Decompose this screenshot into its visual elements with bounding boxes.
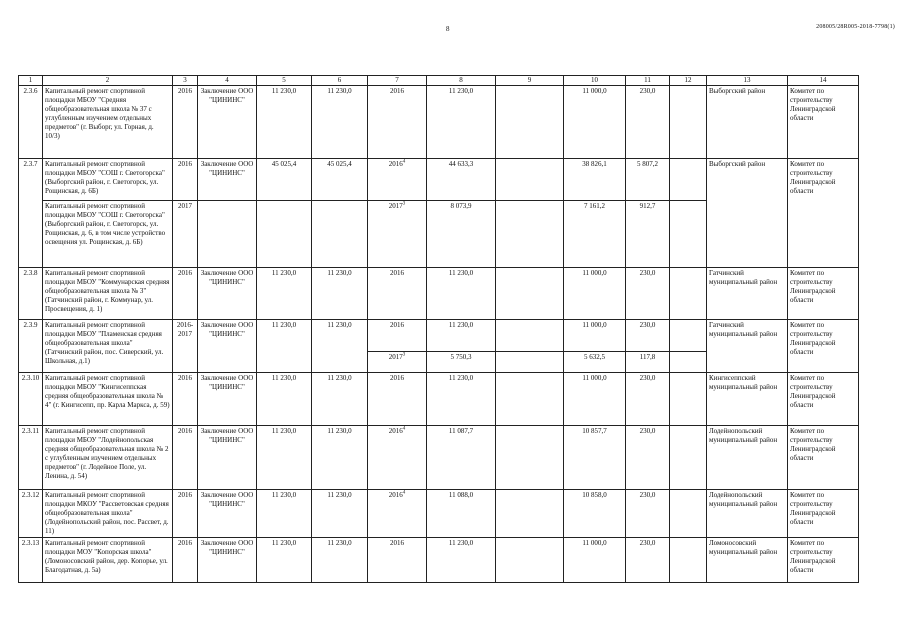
year-value: 2016: [390, 87, 404, 95]
value-sub: [496, 352, 563, 353]
year-value: 2017: [388, 353, 403, 361]
col-10-value: 10 858,0: [564, 490, 626, 538]
year-value: 2016: [388, 491, 403, 499]
table-row: [19, 86, 859, 159]
column-header-12: 12: [670, 76, 707, 86]
column-header-11: 11: [626, 76, 670, 86]
col-5-value: 11 230,0: [257, 490, 312, 538]
col-1-number: 2.3.6: [19, 86, 43, 159]
col-2-object-name: Капитальный ремонт спортивной площадки МБОУ "Лодейнопольская средняя общеобразовательная школа № 2 с углубленным изучением отдельных предметов" (г. Лодейное Поле, ул. Ленина, д. 54): [43, 426, 173, 490]
year-value: 2016: [390, 374, 404, 382]
col-4-expertise: [198, 201, 257, 268]
value-main: [496, 321, 563, 352]
year-value: 2016: [390, 269, 404, 277]
col-4-expertise: Заключение ООО "ЦИНИНС": [198, 538, 257, 583]
col-4-expertise: Заключение ООО "ЦИНИНС": [198, 320, 257, 373]
col-9-value: [496, 201, 564, 268]
footnote-mark: 3: [402, 201, 406, 207]
col-6-value: 11 230,0: [312, 538, 368, 583]
col-8-value: 8 073,9: [427, 201, 496, 268]
col-7-year: [368, 538, 427, 583]
col-6-value: 11 230,0: [312, 86, 368, 159]
col-12-value: [670, 426, 707, 490]
col-11-value: 230,0: [626, 373, 670, 426]
col-6-value: 11 230,0: [312, 426, 368, 490]
column-header-7: 7: [368, 76, 427, 86]
value-sub: [670, 352, 706, 353]
table-row: [19, 538, 859, 583]
col-1-number: 2.3.10: [19, 373, 43, 426]
col-4-expertise: Заключение ООО "ЦИНИНС": [198, 159, 257, 201]
col-6-value: 45 025,4: [312, 159, 368, 201]
col-10-value: [564, 320, 626, 373]
col-3-year: 2016: [173, 490, 198, 538]
col-5-value: 11 230,0: [257, 426, 312, 490]
col-13-municipality: Кингисеппский муниципальный район: [707, 373, 788, 426]
col-10-value: 11 000,0: [564, 538, 626, 583]
col-1-number: 2.3.13: [19, 538, 43, 583]
col-12-value: [670, 373, 707, 426]
col-9-value: [496, 320, 564, 373]
col-8-value: 11 087,7: [427, 426, 496, 490]
document-id: 208005/28R005-2018-7798(1): [816, 24, 895, 30]
col-7-year: [368, 159, 427, 201]
col-7-year: [368, 426, 427, 490]
col-7-year: [368, 201, 427, 268]
col-1-number: 2.3.12: [19, 490, 43, 538]
col-10-value: 11 000,0: [564, 268, 626, 320]
col-6-value: 11 230,0: [312, 268, 368, 320]
value-main: 11 000,0: [564, 321, 625, 352]
footnote-mark: 4: [402, 159, 406, 165]
col-10-value: 38 826,1: [564, 159, 626, 201]
col-4-expertise: Заключение ООО "ЦИНИНС": [198, 86, 257, 159]
col-12-value: [670, 159, 707, 201]
col-13-municipality: Выборгский район: [707, 159, 788, 268]
col-11-value: 230,0: [626, 426, 670, 490]
col-3-year: 2016-2017: [173, 320, 198, 373]
col-4-expertise: Заключение ООО "ЦИНИНС": [198, 426, 257, 490]
col-2-object-name: Капитальный ремонт спортивной площадки МБОУ "СОШ г. Светогорска" (Выборгский район, г. Светогорск, ул. Рощинская, д. 6Б): [43, 159, 173, 201]
col-9-value: [496, 373, 564, 426]
col-1-number: 2.3.7: [19, 159, 43, 268]
col-2-object-name: Капитальный ремонт спортивной площадки МБОУ "Средняя общеобразовательная школа № 37 с углубленным изучением отдельных предметов" (г. Выборг, ул. Горная, д. 10/3): [43, 86, 173, 159]
column-header-9: 9: [496, 76, 564, 86]
col-12-value: [670, 490, 707, 538]
year-value: 2016: [388, 160, 403, 168]
col-13-municipality: Ломоносовский муниципальный район: [707, 538, 788, 583]
col-9-value: [496, 490, 564, 538]
col-8-value: 44 633,3: [427, 159, 496, 201]
col-13-municipality: Гатчинский муниципальный район: [707, 268, 788, 320]
value-main: 11 230,0: [427, 321, 495, 352]
col-9-value: [496, 538, 564, 583]
col-10-value: 7 161,2: [564, 201, 626, 268]
col-10-value: 11 000,0: [564, 373, 626, 426]
col-5-value: 45 025,4: [257, 159, 312, 201]
value-sub: 117,8: [639, 353, 656, 361]
table-row: [19, 320, 859, 373]
col-7-year: [368, 373, 427, 426]
col-1-number: 2.3.11: [19, 426, 43, 490]
col-11-value: 230,0: [626, 538, 670, 583]
column-header-2: 2: [43, 76, 173, 86]
footnote-mark: 4: [402, 490, 406, 496]
col-14-responsible: Комитет по строительству Ленинградской области: [788, 268, 859, 320]
col-4-expertise: Заключение ООО "ЦИНИНС": [198, 490, 257, 538]
col-14-responsible: Комитет по строительству Ленинградской области: [788, 538, 859, 583]
col-14-responsible: Комитет по строительству Ленинградской области: [788, 426, 859, 490]
col-2-object-name: Капитальный ремонт спортивной площадки МБОУ "СОШ г. Светогорска" (Выборгский район, г. Светогорск, ул. Рощинская, д. 6, в том числе устройство освещения ул. Рощинская, д. 6Б): [43, 201, 173, 268]
col-1-number: 2.3.9: [19, 320, 43, 373]
column-header-4: 4: [198, 76, 257, 86]
col-9-value: [496, 426, 564, 490]
column-header-13: 13: [707, 76, 788, 86]
col-6-value: 11 230,0: [312, 490, 368, 538]
col-11-value: 912,7: [626, 201, 670, 268]
col-11-value: 5 807,2: [626, 159, 670, 201]
col-9-value: [496, 159, 564, 201]
table-row: [19, 426, 859, 490]
col-12-value: [670, 538, 707, 583]
col-14-responsible: Комитет по строительству Ленинградской области: [788, 86, 859, 159]
value-main: [670, 321, 706, 352]
col-8-value: [427, 320, 496, 373]
column-header-1: 1: [19, 76, 43, 86]
col-3-year: 2017: [173, 201, 198, 268]
col-8-value: 11 088,0: [427, 490, 496, 538]
footnote-mark: 4: [402, 426, 406, 432]
col-3-year: 2016: [173, 426, 198, 490]
col-13-municipality: Лодейнопольский муниципальный район: [707, 426, 788, 490]
col-5-value: 11 230,0: [257, 268, 312, 320]
col-2-object-name: Капитальный ремонт спортивной площадки МБОУ "Кингисеппская средняя общеобразовательная школа № 4" (г. Кингисепп, пр. Карла Маркса, д. 59): [43, 373, 173, 426]
col-5-value: 11 230,0: [257, 538, 312, 583]
col-9-value: [496, 86, 564, 159]
col-14-responsible: Комитет по строительству Ленинградской области: [788, 159, 859, 268]
col-11-value: 230,0: [626, 490, 670, 538]
col-2-object-name: Капитальный ремонт спортивной площадки МБОУ "Коммунарская средняя общеобразовательная школа № 3" (Гатчинский район, г. Коммунар, ул. Просвещения, д. 1): [43, 268, 173, 320]
table-row: [19, 373, 859, 426]
col-3-year: 2016: [173, 159, 198, 201]
col-12-value: [670, 268, 707, 320]
table-row: [19, 490, 859, 538]
footnote-mark: 3: [402, 352, 406, 358]
column-header-14: 14: [788, 76, 859, 86]
column-header-3: 3: [173, 76, 198, 86]
table-row: [19, 268, 859, 320]
col-11-value: 230,0: [626, 86, 670, 159]
col-8-value: 11 230,0: [427, 86, 496, 159]
value-main: 230,0: [626, 321, 669, 352]
col-7-year: [368, 320, 427, 373]
column-number-row: [19, 76, 859, 86]
col-13-municipality: Гатчинский муниципальный район: [707, 320, 788, 373]
year-row-main: 2016: [368, 321, 426, 352]
col-3-year: 2016: [173, 268, 198, 320]
col-14-responsible: Комитет по строительству Ленинградской области: [788, 320, 859, 373]
col-9-value: [496, 268, 564, 320]
col-12-value: [670, 86, 707, 159]
col-3-year: 2016: [173, 538, 198, 583]
column-header-6: 6: [312, 76, 368, 86]
column-header-10: 10: [564, 76, 626, 86]
year-row-sub: [368, 352, 426, 362]
col-2-object-name: Капитальный ремонт спортивной площадки МОУ "Копорская школа" (Ломоносовский район, дер. Копорье, ул. Благодатная, д. 5а): [43, 538, 173, 583]
column-header-5: 5: [257, 76, 312, 86]
program-table: [18, 75, 859, 583]
col-1-number: 2.3.8: [19, 268, 43, 320]
col-10-value: 10 857,7: [564, 426, 626, 490]
col-5-value: [257, 201, 312, 268]
col-2-object-name: Капитальный ремонт спортивной площадки МБОУ "Пламенская средняя общеобразовательная школа" (Гатчинский район, пос. Сиверский, ул. Школьная, д.1): [43, 320, 173, 373]
table-row: [19, 159, 859, 201]
value-sub: 5 632,5: [584, 353, 605, 361]
col-3-year: 2016: [173, 373, 198, 426]
page-number: 8: [446, 25, 450, 33]
col-5-value: 11 230,0: [257, 320, 312, 373]
col-4-expertise: Заключение ООО "ЦИНИНС": [198, 373, 257, 426]
col-8-value: 11 230,0: [427, 373, 496, 426]
col-13-municipality: Лодейнопольский муниципальный район: [707, 490, 788, 538]
col-13-municipality: Выборгский район: [707, 86, 788, 159]
col-4-expertise: Заключение ООО "ЦИНИНС": [198, 268, 257, 320]
col-11-value: 230,0: [626, 268, 670, 320]
col-5-value: 11 230,0: [257, 86, 312, 159]
col-6-value: [312, 201, 368, 268]
col-8-value: 11 230,0: [427, 538, 496, 583]
col-11-value: [626, 320, 670, 373]
col-14-responsible: Комитет по строительству Ленинградской области: [788, 373, 859, 426]
year-value: 2016: [390, 539, 404, 547]
col-3-year: 2016: [173, 86, 198, 159]
col-12-value: [670, 201, 707, 268]
col-7-year: [368, 490, 427, 538]
year-value: 2016: [388, 427, 403, 435]
col-8-value: 11 230,0: [427, 268, 496, 320]
col-6-value: 11 230,0: [312, 320, 368, 373]
col-7-year: [368, 86, 427, 159]
col-7-year: [368, 268, 427, 320]
col-12-value: [670, 320, 707, 373]
col-5-value: 11 230,0: [257, 373, 312, 426]
col-14-responsible: Комитет по строительству Ленинградской области: [788, 490, 859, 538]
value-sub: 5 750,3: [450, 353, 472, 361]
column-header-8: 8: [427, 76, 496, 86]
col-6-value: 11 230,0: [312, 373, 368, 426]
col-10-value: 11 000,0: [564, 86, 626, 159]
col-2-object-name: Капитальный ремонт спортивной площадки МКОУ "Рассветовская средняя общеобразовательная школа" (Лодейнопольский район, пос. Рассвет, д. 11): [43, 490, 173, 538]
year-value: 2017: [388, 202, 403, 210]
